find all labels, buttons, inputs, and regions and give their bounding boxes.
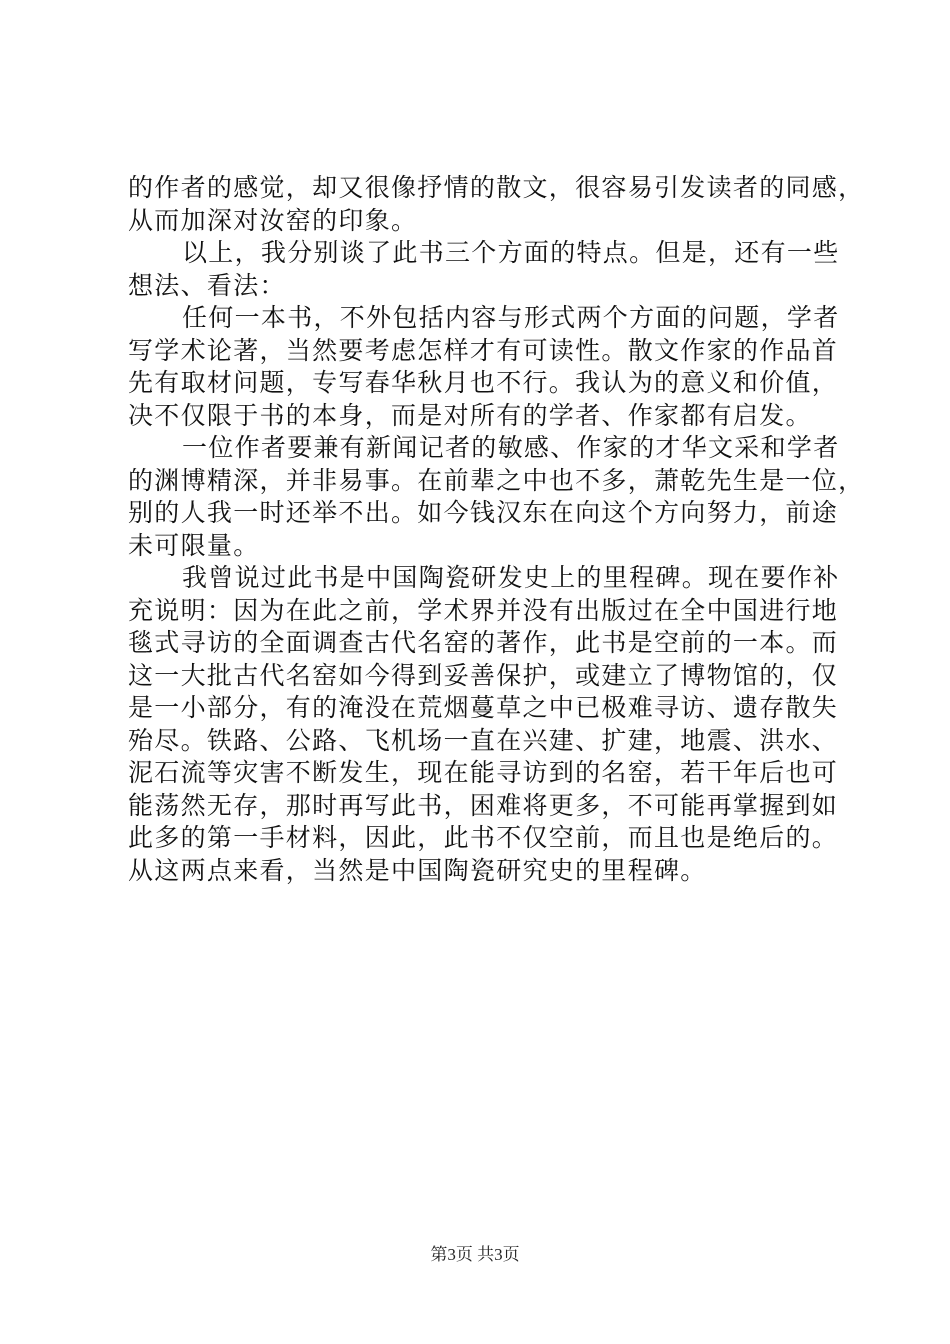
paragraph-line: 是一小部分，有的淹没在荒烟蔓草之中已极难寻访、遗存散失: [128, 693, 839, 722]
paragraph-line: 一位作者要兼有新闻记者的敏感、作家的才华文采和学者: [182, 433, 840, 462]
paragraph-line: 我曾说过此书是中国陶瓷研发史上的里程碑。现在要作补: [182, 563, 840, 592]
paragraph-line: 写学术论著，当然要考虑怎样才有可读性。散文作家的作品首: [128, 335, 839, 365]
paragraph-line: 别的人我一时还举不出。如今钱汉东在向这个方向努力，前途: [128, 498, 839, 527]
body-text: [128, 172, 865, 887]
paragraph-line: 任何一本书，不外包括内容与形式两个方面的问题，学者: [182, 303, 840, 332]
paragraph-line: 充说明：因为在此之前，学术界并没有出版过在全中国进行地: [128, 595, 839, 625]
paragraph-line: 的渊博精深，并非易事。在前辈之中也不多，萧乾先生是一位，: [128, 465, 865, 495]
paragraph: [128, 172, 865, 237]
paragraph-line: 从这两点来看，当然是中国陶瓷研究史的里程碑。: [128, 855, 707, 885]
paragraph: [128, 237, 840, 302]
paragraph-line: 毯式寻访的全面调查古代名窑的著作，此书是空前的一本。而: [128, 628, 839, 657]
paragraph-line: 此多的第一手材料，因此，此书不仅空前，而且也是绝后的。: [128, 823, 839, 852]
paragraph-line: 以上，我分别谈了此书三个方面的特点。但是，还有一些: [182, 238, 840, 267]
paragraph: [128, 432, 865, 562]
paragraph: [128, 562, 840, 887]
paragraph-line: 的作者的感觉，却又很像抒情的散文，很容易引发读者的同感，: [128, 173, 865, 202]
paragraph-line: 从而加深对汝窑的印象。: [128, 205, 418, 235]
paragraph-line: 殆尽。铁路、公路、飞机场一直在兴建、扩建，地震、洪水、: [128, 725, 839, 755]
paragraph-line: 未可限量。: [128, 530, 260, 560]
paragraph-line: 泥石流等灾害不断发生，现在能寻访到的名窑，若干年后也可: [128, 758, 839, 787]
paragraph-line: 这一大批古代名窑如今得到妥善保护，或建立了博物馆的，仅: [128, 660, 839, 690]
paragraph-line: 决不仅限于书的本身，而是对所有的学者、作家都有启发。: [128, 400, 812, 430]
page-footer: 第3页 共3页: [430, 1245, 520, 1264]
paragraph-line: 能荡然无存，那时再写此书，困难将更多，不可能再掌握到如: [128, 790, 839, 820]
paragraph-line: 先有取材问题，专写春华秋月也不行。我认为的意义和价值，: [128, 368, 839, 397]
paragraph: [128, 302, 840, 432]
paragraph-line: 想法、看法：: [128, 270, 286, 300]
